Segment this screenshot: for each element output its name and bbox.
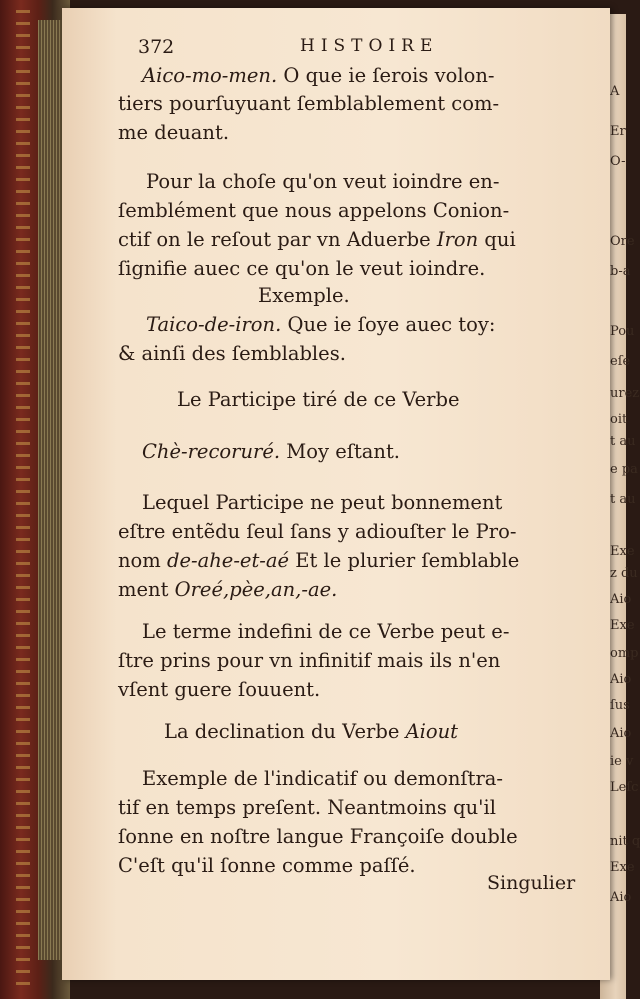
text-line (164, 720, 458, 743)
page-number: 372 (138, 36, 175, 58)
facing-page-fragment: oit (610, 412, 628, 427)
facing-page-fragment: ie v (610, 754, 634, 769)
text-span: vſent guere ſouuent. (118, 678, 321, 701)
text-span: Pour la choſe qu'on veut ioindre en- (146, 170, 500, 193)
running-head: HISTOIRE (300, 36, 439, 56)
text-line (118, 257, 485, 280)
text-span: Chè-recoruré. (142, 440, 281, 463)
facing-page-fragment: Er (610, 124, 626, 139)
facing-page-fragment: eſe (610, 354, 631, 369)
text-span: Moy eſtant. (280, 440, 401, 463)
text-span: me deuant. (118, 121, 230, 144)
text-line (118, 92, 499, 115)
facing-page-fragment: omp (610, 646, 639, 661)
text-line (118, 342, 346, 365)
text-line (258, 284, 350, 307)
text-span: La declination du Verbe (164, 720, 406, 743)
text-line (118, 199, 509, 222)
text-span: Le terme indefini de ce Verbe peut e- (142, 620, 510, 643)
facing-page-fragment: Aio (610, 592, 632, 607)
facing-page-fragment: Pou (610, 324, 635, 339)
facing-page-fragment: Exe (610, 544, 635, 559)
text-span: tif en temps preſent. Neantmoins qu'il (118, 796, 496, 819)
text-line (118, 825, 518, 848)
text-span: Aiout (405, 720, 459, 743)
text-span: Exemple. (258, 284, 350, 307)
text-line (118, 520, 516, 543)
text-span: eſtre entẽdu ſeul ſans y adiouſter le Pro- (118, 520, 517, 543)
text-line (146, 313, 495, 336)
text-span: qui (478, 228, 516, 251)
text-line (142, 64, 494, 87)
facing-page-fragment: Aio (610, 672, 632, 687)
text-span: O que ie ſerois volon- (277, 64, 495, 87)
text-line (118, 854, 416, 877)
text-line (118, 578, 337, 601)
text-span: Iron (436, 228, 479, 251)
text-span: Exemple de l'indicatif ou demonſtra- (142, 767, 503, 790)
text-span: Aico-mo-men. (142, 64, 278, 87)
facing-page-fragment: t au (610, 492, 636, 507)
text-span: nom (118, 549, 167, 572)
text-line (118, 549, 519, 572)
text-line (142, 767, 503, 790)
facing-page-fragment: O- (610, 154, 626, 169)
catchword: Singulier (487, 872, 576, 894)
text-span: Et le plurier ſemblable (289, 549, 520, 572)
facing-page-fragment: A (610, 84, 620, 99)
text-span: Lequel Participe ne peut bonnement (142, 491, 503, 514)
text-line (118, 796, 496, 819)
text-span: ſemblément que nous appelons Conion- (118, 199, 510, 222)
facing-page-fragment: b-a (610, 264, 631, 279)
facing-page-fragment: t au (610, 434, 636, 449)
text-line (118, 649, 500, 672)
facing-page-fragment: e pa (610, 462, 638, 477)
text-span: Que ie ſoye auec toy: (281, 313, 496, 336)
text-span: de-ahe-et-aé (167, 549, 290, 572)
facing-page-fragment: Aio (610, 890, 632, 905)
text-span: C'eſt qu'il ſonne comme paſſé. (118, 854, 416, 877)
text-line (142, 620, 509, 643)
text-line (142, 491, 502, 514)
text-span: Taico-de-iron. (146, 313, 282, 336)
text-span: Le Participe tiré de ce Verbe (177, 388, 460, 411)
text-span: ctif on le reſout par vn Aduerbe (118, 228, 437, 251)
text-line (118, 228, 516, 251)
text-span: Oreé,pèe,an,-ae. (174, 578, 338, 601)
facing-page-fragment: Aio (610, 726, 632, 741)
facing-page-fragment: Exe (610, 618, 635, 633)
text-line (142, 440, 400, 463)
text-line (177, 388, 460, 411)
text-span: & ainſi des ſemblables. (118, 342, 346, 365)
facing-page-fragment: ſus (610, 698, 630, 713)
spine-gilt-decoration (16, 10, 30, 985)
text-line (118, 678, 320, 701)
text-line (146, 170, 499, 193)
facing-page-fragment: z du (610, 566, 638, 581)
facing-page-fragment: Exe (610, 860, 635, 875)
text-span: ſignifie auec ce qu'on le veut ioindre. (118, 257, 486, 280)
text-span: tiers pourſuyuant ſemblablement com- (118, 92, 500, 115)
text-line (118, 121, 229, 144)
text-span: ſonne en noſtre langue Françoiſe double (118, 825, 518, 848)
facing-page-fragment: Leſc (610, 780, 639, 795)
text-span: ſtre prins pour vn infinitif mais ils n'en (118, 649, 501, 672)
page-edges (38, 20, 64, 960)
facing-page-fragment: urez (610, 386, 640, 401)
facing-page-fragment: nit q (610, 834, 640, 849)
facing-page-fragment: Ore (610, 234, 635, 249)
text-span: ment (118, 578, 175, 601)
